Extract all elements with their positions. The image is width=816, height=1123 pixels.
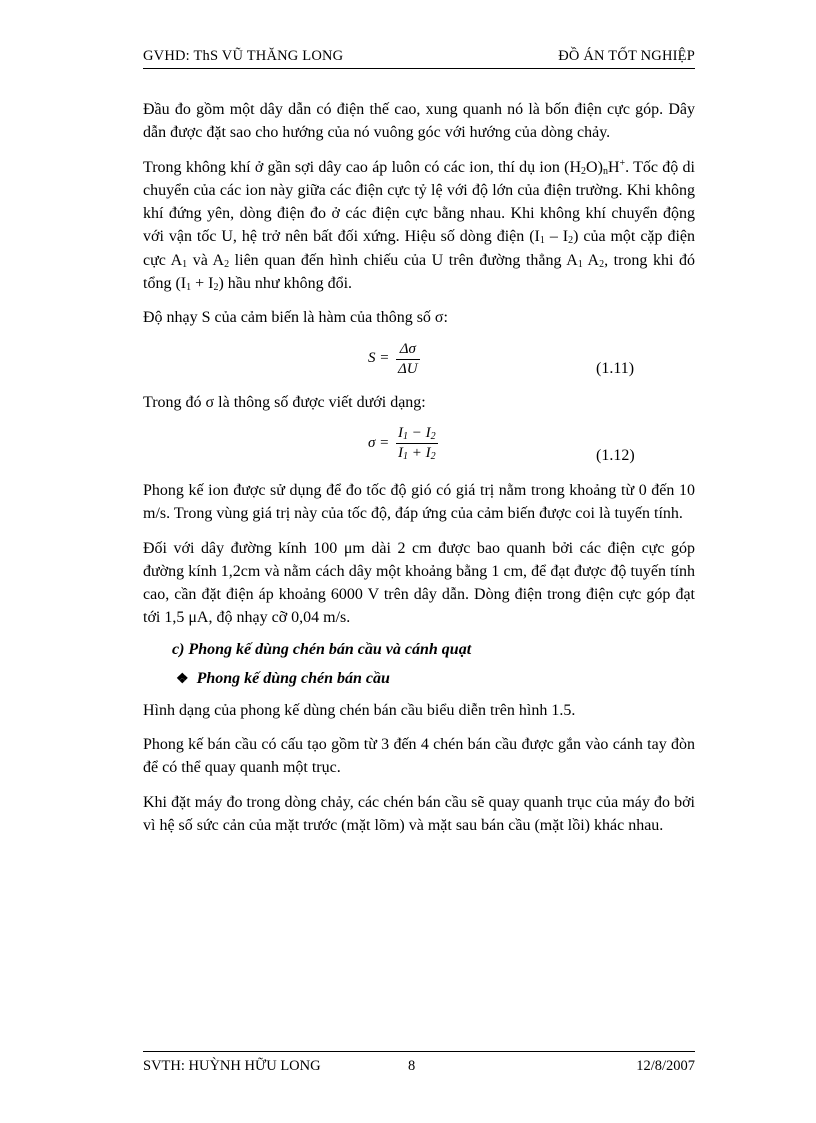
equation-1-11-lhs: S = [368, 349, 390, 366]
header-title: ĐỒ ÁN TỐT NGHIỆP [558, 48, 695, 64]
paragraph-figure-reference: Hình dạng của phong kế dùng chén bán cầu biểu diễn trên hình 1.5. [143, 701, 576, 719]
footer-date: 12/8/2007 [636, 1058, 695, 1074]
bullet-heading: ❖ Phong kế dùng chén bán cầu [176, 669, 390, 687]
equation-1-12-numerator: $I_1 - I_2$ [398, 424, 436, 442]
page-number: 8 [408, 1058, 416, 1074]
fraction-bar [396, 443, 438, 444]
paragraph-sensor-description: Đầu đo gồm một dây dẫn có điện thế cao, xung quanh nó là bốn điện cực góp. Dây dẫn được đặt sao cho hướng của nó vuông góc với hướng của dòng chảy. [143, 101, 695, 142]
equation-1-12-denominator: $I_1 + I_2$ [398, 444, 436, 462]
equation-1-11-numerator: Δσ [399, 340, 416, 357]
page-footer [143, 1051, 695, 1076]
paragraph-sigma-intro: Trong đó σ là thông số được viết dưới dạng: [143, 393, 426, 411]
fraction-bar [396, 359, 420, 360]
equation-1-12-lhs: σ = [368, 434, 390, 451]
paragraph-ion-principle: Trong không khí ở gần sợi dây cao áp luôn có các ion, thí dụ ion $(H_2O)_nH^+$. Tốc độ di chuyển của các ion này giữa các điện cực tỷ lệ với độ lớn của điện trường. Khi không khí đứng yên, dòng điện đo ở các điện cực bằng nhau. Khi không khí chuyển động với vận tốc U, hệ trở nên bất đối xứng. Hiệu số dòng điện $(I_1 - I_2)$ của một cặp điện cực $A_1$ và $A_2$ liên quan đến hình chiếu của U trên đường thẳng $A_1$ $A_2$, trong khi đó tổng $(I_1 + I_2)$ hầu như không đổi. [143, 157, 696, 294]
equation-1-11 [143, 341, 695, 379]
page-body [143, 98, 695, 848]
equation-1-12 [143, 425, 695, 467]
page-header [143, 46, 695, 69]
paragraph-measurement-range: Phong kế ion được sử dụng để đo tốc độ gió có giá trị nằm trong khoảng từ 0 đến 10 m/s. Trong vùng giá trị này của tốc độ, đáp ứng của cảm biến được coi là tuyến tính. [143, 481, 695, 523]
equation-number: (1.12) [596, 446, 635, 464]
subsection-heading: c) Phong kế dùng chén bán cầu và cánh quạt [172, 640, 472, 658]
paragraph-wire-parameters: Đối với dây đường kính 100 μm dài 2 cm được bao quanh bởi các điện cực góp đường kính 1,2cm và nằm cách dây một khoảng bằng 1 cm, để đạt được độ tuyến tính cao, cần đặt điện áp khoảng 6000 V trên dây dẫn. Dòng điện trong điện cực góp đạt tới 1,5 μA, độ nhạy cỡ 0,04 m/s. [143, 539, 695, 627]
equation-number: (1.11) [596, 359, 635, 377]
paragraph-sensitivity-intro: Độ nhạy S của cảm biến là hàm của thông số σ: [143, 309, 448, 327]
header-advisor: GVHD: ThS VŨ THĂNG LONG [143, 48, 344, 64]
diamond-bullet-icon: ❖ [176, 671, 189, 687]
paragraph-cup-structure: Phong kế bán cầu có cấu tạo gồm từ 3 đến 4 chén bán cầu được gắn vào cánh tay đòn để có thể quay quanh một trục. [143, 736, 695, 777]
footer-student: SVTH: HUỲNH HỮU LONG [143, 1058, 321, 1074]
equation-1-11-denominator: ΔU [398, 360, 418, 377]
paragraph-cup-principle: Khi đặt máy đo trong dòng chảy, các chén bán cầu sẽ quay quanh trục của máy đo bởi vì hệ số sức cản của mặt trước (mặt lõm) và mặt sau bán cầu (mặt lồi) khác nhau. [143, 793, 695, 834]
